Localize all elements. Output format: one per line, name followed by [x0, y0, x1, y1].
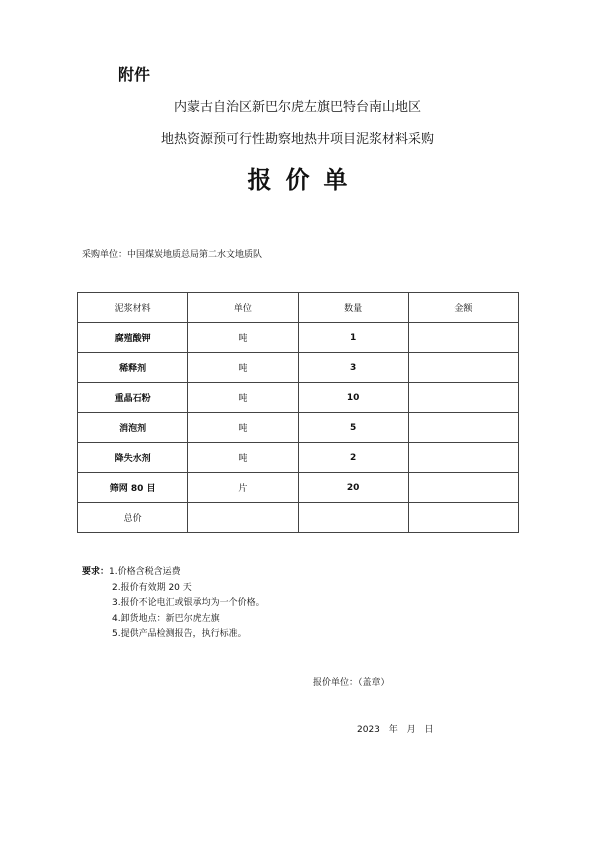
requirements-label: 要求：	[82, 567, 110, 577]
header-amount: 金额	[408, 293, 518, 323]
quantity-cell: 10	[298, 383, 408, 413]
unit-cell: 吨	[188, 383, 298, 413]
requirement-item: 3.报价不论电汇或银承均为一个价格。	[112, 598, 265, 608]
date-line: 2023 年 月 日	[357, 725, 434, 735]
requirement-item: 2.报价有效期 20 天	[112, 582, 192, 593]
total-amount-cell[interactable]	[408, 503, 518, 533]
title-line-1: 内蒙古自治区新巴尔虎左旗巴特台南山地区	[173, 100, 421, 115]
total-empty-cell	[298, 503, 408, 533]
quantity-cell: 5	[298, 413, 408, 443]
requirement-item: 4.卸货地点：新巴尔虎左旗	[112, 613, 220, 624]
header-unit: 单位	[188, 293, 298, 323]
amount-cell[interactable]	[408, 413, 518, 443]
quantity-cell: 2	[298, 443, 408, 473]
amount-cell[interactable]	[408, 443, 518, 473]
quote-table	[77, 292, 519, 533]
unit-cell: 片	[188, 473, 298, 503]
quantity-cell: 20	[298, 473, 408, 503]
table-row	[78, 413, 519, 443]
table-row	[78, 383, 519, 413]
table-row	[78, 323, 519, 353]
amount-cell[interactable]	[408, 323, 518, 353]
amount-cell[interactable]	[408, 353, 518, 383]
material-cell: 重晶石粉	[78, 383, 188, 413]
document-title: 报价单	[247, 166, 362, 194]
table-header-row	[78, 293, 519, 323]
total-empty-cell	[188, 503, 298, 533]
unit-cell: 吨	[188, 443, 298, 473]
material-cell: 消泡剂	[78, 413, 188, 443]
requirement-item: 5.提供产品检测报告，执行标准。	[112, 629, 247, 639]
material-cell: 稀释剂	[78, 353, 188, 383]
material-cell: 筛网 80 目	[78, 473, 188, 503]
amount-cell[interactable]	[408, 473, 518, 503]
quoter-line: 报价单位：（盖章）	[313, 678, 390, 688]
unit-cell: 吨	[188, 413, 298, 443]
amount-cell[interactable]	[408, 383, 518, 413]
unit-cell: 吨	[188, 323, 298, 353]
material-cell: 腐殖酸钾	[78, 323, 188, 353]
header-quantity: 数量	[298, 293, 408, 323]
material-cell: 降失水剂	[78, 443, 188, 473]
table-row	[78, 443, 519, 473]
requirements-block	[82, 565, 265, 643]
header-material: 泥浆材料	[78, 293, 188, 323]
total-label: 总价	[78, 503, 188, 533]
quantity-cell: 1	[298, 323, 408, 353]
requirement-item: 1.价格含税含运费	[109, 567, 181, 577]
buyer-line: 采购单位：中国煤炭地质总局第二水文地质队	[82, 250, 263, 260]
table-row	[78, 473, 519, 503]
table-row	[78, 353, 519, 383]
quantity-cell: 3	[298, 353, 408, 383]
title-line-2: 地热资源预可行性勘察地热井项目泥浆材料采购	[160, 132, 434, 147]
attachment-label: 附件	[118, 65, 151, 84]
total-row	[78, 503, 519, 533]
unit-cell: 吨	[188, 353, 298, 383]
